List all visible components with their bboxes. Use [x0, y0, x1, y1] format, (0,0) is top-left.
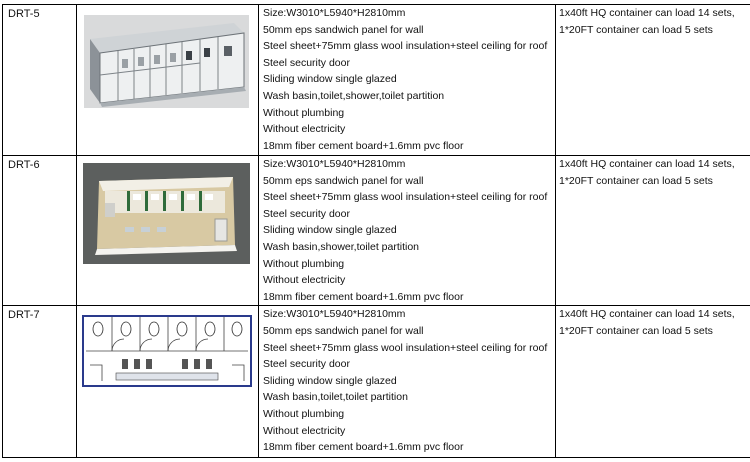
loading-line: 1*20FT container can load 5 sets — [559, 23, 713, 36]
spec-line: Sliding window single glazed — [263, 374, 397, 387]
spec-line: 18mm fiber cement board+1.6mm pvc floor — [263, 441, 464, 454]
spec-line: Sliding window single glazed — [263, 224, 397, 237]
spec-line: Size:W3010*L5940*H2810mm — [263, 158, 406, 170]
spec-line: Without plumbing — [263, 106, 345, 119]
spec-line: Wash basin,shower,toilet partition — [263, 240, 420, 253]
spec-line: Size:W3010*L5940*H2810mm — [263, 308, 406, 321]
specification-cell — [259, 156, 556, 306]
spec-line: Steel sheet+75mm glass wool insulation+steel ceiling for roof — [263, 40, 548, 53]
table-row — [3, 5, 750, 156]
table-row — [3, 156, 750, 306]
loading-cell — [556, 156, 750, 306]
model-cell: DRT-5 — [3, 5, 77, 156]
table-row — [3, 306, 750, 458]
loading-cell — [556, 306, 750, 458]
specification-cell — [259, 5, 556, 156]
spec-line: Without electricity — [263, 274, 346, 287]
product-image-cell — [77, 5, 259, 156]
spec-line: Steel security door — [263, 358, 350, 371]
spec-line: Steel sheet+75mm glass wool insulation+steel ceiling for roof — [263, 341, 548, 354]
spec-line: 18mm fiber cement board+1.6mm pvc floor — [263, 290, 464, 303]
loading-line: 1*20FT container can load 5 sets — [559, 324, 713, 337]
product-image-cell — [77, 306, 259, 458]
spec-table — [2, 4, 750, 458]
loading-cell — [556, 5, 750, 156]
spec-line: Steel security door — [263, 56, 350, 69]
spec-line: Without electricity — [263, 424, 346, 437]
spec-line: Steel sheet+75mm glass wool insulation+steel ceiling for roof — [263, 191, 548, 204]
spec-line: Without plumbing — [263, 407, 345, 420]
spec-line: Wash basin,toilet,toilet partition — [263, 391, 408, 404]
container-restroom-interior-render — [83, 163, 250, 264]
loading-line: 1x40ft HQ container can load 14 sets, — [559, 7, 735, 19]
container-restroom-floor-plan — [82, 315, 252, 387]
spec-line: 18mm fiber cement board+1.6mm pvc floor — [263, 139, 464, 152]
spec-line: 50mm eps sandwich panel for wall — [263, 324, 424, 337]
spec-line: Without electricity — [263, 123, 346, 136]
loading-line: 1x40ft HQ container can load 14 sets, — [559, 308, 735, 321]
model-cell: DRT-6 — [3, 156, 77, 306]
spec-line: 50mm eps sandwich panel for wall — [263, 23, 424, 36]
specification-cell — [259, 306, 556, 458]
loading-line: 1x40ft HQ container can load 14 sets, — [559, 158, 735, 170]
spec-line: Sliding window single glazed — [263, 73, 397, 86]
loading-line: 1*20FT container can load 5 sets — [559, 174, 713, 187]
spec-line: Without plumbing — [263, 257, 345, 270]
container-restroom-3d-render — [84, 15, 249, 108]
spec-line: Wash basin,toilet,shower,toilet partition — [263, 89, 445, 102]
spec-line: 50mm eps sandwich panel for wall — [263, 174, 424, 187]
model-cell: DRT-7 — [3, 306, 77, 458]
spec-line: Size:W3010*L5940*H2810mm — [263, 7, 406, 19]
product-image-cell — [77, 156, 259, 306]
spec-line: Steel security door — [263, 207, 350, 220]
